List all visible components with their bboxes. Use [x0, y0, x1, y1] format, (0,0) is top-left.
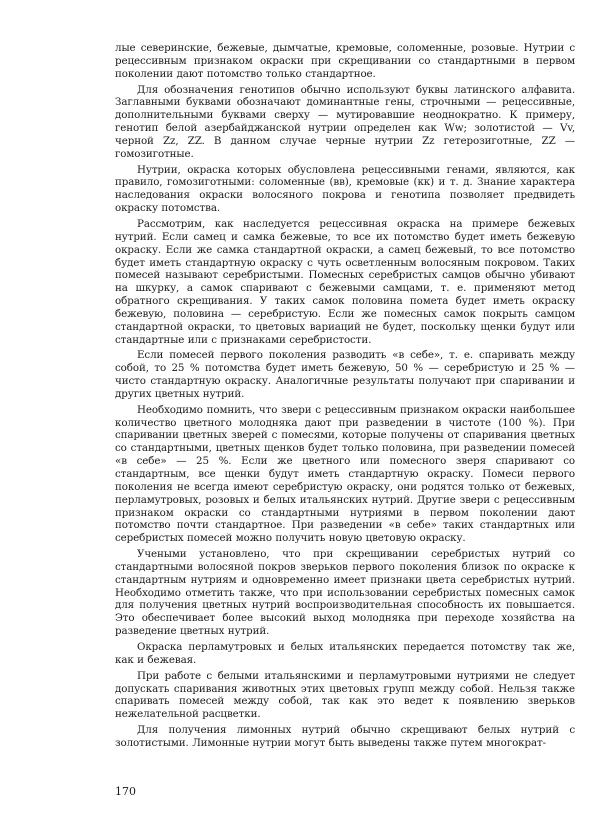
page-number: 170: [115, 785, 136, 798]
paragraph-2: Для обозначения генотипов обычно используют буквы латинского алфавита. Заглавными буквами обозначают доминантные гены, строчными — рецессивные, дополнительными буквами сверху — мутировавшие неоднократно. К примеру, генотип белой азербайджанской нутрии определен как Ww; золотистой — Vv, черной Zz, ZZ. В данном случае черные нутрии Zz гетерозиготные, ZZ — гомозиготные.: [115, 83, 575, 160]
paragraph-10: Для получения лимонных нутрий обычно скрещивают белых нутрий с золотистыми. Лимонные нутрии могут быть выведены также путем многократ-: [115, 724, 575, 749]
paragraph-9: При работе с белыми итальянскими и перламутровыми нутриями не следует допускать спаривания животных этих цветовых групп между собой. Нельзя также спаривать помесей между собой, так как это ведет к появлению зверьков нежелательной расцветки.: [115, 669, 575, 721]
paragraph-8: Окраска перламутровых и белых итальянских передается потомству так же, как и бежевая.: [115, 640, 575, 666]
body-text: [115, 42, 575, 753]
paragraph-6: Необходимо помнить, что звери с рецессивным признаком окраски наибольшее количество цветного молодняка дают при разведении в чистоте (100 %). При спаривании цветных зверей с помесями, которые получены от спаривания цветных со стандартными, цветных щенков будет только половина, при разведении помесей «в себе» — 25 %. Если же цветного или помесного зверя спаривают со стандартным, все щенки будут иметь стандартную окраску. Помеси первого поколения не всегда имеют серебристую окраску, они родятся только от бежевых, перламутровых, розовых и белых итальянских нутрий. Другие звери с рецессивным признаком окраски со стандартными нутриями в первом поколении дают потомство почти стандартное. При разведении «в себе» таких стандартных или серебристых помесей можно получить новую цветовую окраску.: [115, 403, 575, 545]
paragraph-1: лые северинские, бежевые, дымчатые, кремовые, соломенные, розовые. Нутрии с рецессивным признаком окраски при скрещивании со стандартными в первом поколении дают потомство только стандартное.: [115, 42, 575, 80]
paragraph-5: Если помесей первого поколения разводить «в себе», т. е. спаривать между собой, то 25 % потомства будет иметь бежевую, 50 % — серебристую и 25 % — чисто стандартную окраску. Аналогичные результаты получают при спаривании и других цветных нутрий.: [115, 349, 575, 400]
paragraph-4: Рассмотрим, как наследуется рецессивная окраска на примере бежевых нутрий. Если самец и самка бежевые, то все их потомство будет иметь бежевую окраску. Если же самка стандартной окраски, а самец бежевый, то все потомство будет иметь стандартную окраску с чуть осветленным волосяным покровом. Таких помесей называют серебристыми. Помесных серебристых самцов обычно убивают на шкурку, а самок спаривают с бежевыми самцами, т. е. применяют метод обратного скрещивания. У таких самок половина помета будет иметь окраску бежевую, половина — серебристую. Если же помесных самок покрыть самцом стандартной окраски, то цветовых вариаций не будет, поскольку щенки будут или стандартные или с признаками серебристости.: [115, 217, 575, 346]
paragraph-3: Нутрии, окраска которых обусловлена рецессивными генами, являются, как правило, гомозиготными: соломенные (вв), кремовые (кк) и т. д. Знание характера наследования окраски волосяного покрова и генотипа позволяет предвидеть окраску потомства.: [115, 163, 575, 215]
paragraph-7: Учеными установлено, что при скрещивании серебристых нутрий со стандартными волосяной покров зверьков первого поколения близок по окраске к стандартным нутриям и одновременно имеет признаки цвета серебристых нутрий. Необходимо отметить также, что при использовании серебристых помесных самок для получения цветных нутрий воспроизводительная способность их повышается. Это обеспечивает более высокий выход молодняка при переходе хозяйства на разведение цветных нутрий.: [115, 548, 575, 638]
